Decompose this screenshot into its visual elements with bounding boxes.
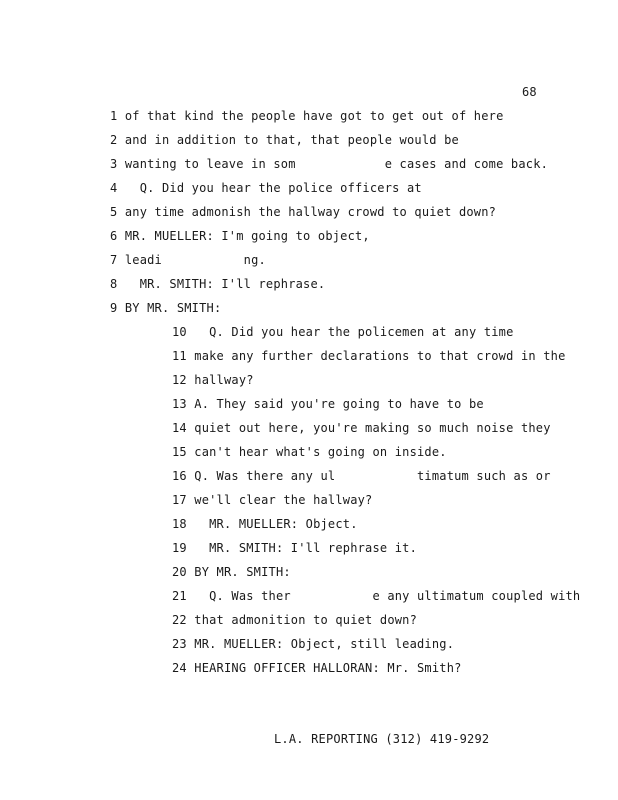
transcript-line-20: 20 BY MR. SMITH: (172, 565, 291, 579)
transcript-line-19: 19 MR. SMITH: I'll rephrase it. (172, 541, 418, 555)
transcript-line-22: 22 that admonition to quiet down? (172, 613, 418, 627)
transcript-line-8: 8 MR. SMITH: I'll rephrase. (110, 277, 326, 291)
transcript-line-21: 21 Q. Was ther e any ultimatum coupled with (172, 589, 581, 603)
transcript-line-9: 9 BY MR. SMITH: (110, 301, 222, 315)
transcript-line-7: 7 leadi ng. (110, 253, 266, 267)
transcript-line-4: 4 Q. Did you hear the police officers at (110, 181, 422, 195)
transcript-line-2: 2 and in addition to that, that people would be (110, 133, 459, 147)
transcript-line-11: 11 make any further declarations to that crowd in the (172, 349, 566, 363)
page-number: 68 (522, 85, 537, 99)
transcript-line-14: 14 quiet out here, you're making so much noise they (172, 421, 551, 435)
transcript-line-13: 13 A. They said you're going to have to be (172, 397, 484, 411)
transcript-line-10: 10 Q. Did you hear the policemen at any time (172, 325, 514, 339)
transcript-line-15: 15 can't hear what's going on inside. (172, 445, 447, 459)
transcript-line-23: 23 MR. MUELLER: Object, still leading. (172, 637, 455, 651)
transcript-line-1: 1 of that kind the people have got to get out of here (110, 109, 504, 123)
transcript-line-12: 12 hallway? (172, 373, 254, 387)
transcript-line-24: 24 HEARING OFFICER HALLORAN: Mr. Smith? (172, 661, 462, 675)
reporter-footer: L.A. REPORTING (312) 419-9292 (274, 732, 490, 746)
transcript-line-5: 5 any time admonish the hallway crowd to quiet down? (110, 205, 497, 219)
transcript-line-16: 16 Q. Was there any ul timatum such as or (172, 469, 551, 483)
transcript-line-18: 18 MR. MUELLER: Object. (172, 517, 358, 531)
transcript-line-3: 3 wanting to leave in som e cases and come back. (110, 157, 549, 171)
transcript-line-17: 17 we'll clear the hallway? (172, 493, 373, 507)
transcript-line-6: 6 MR. MUELLER: I'm going to object, (110, 229, 370, 243)
